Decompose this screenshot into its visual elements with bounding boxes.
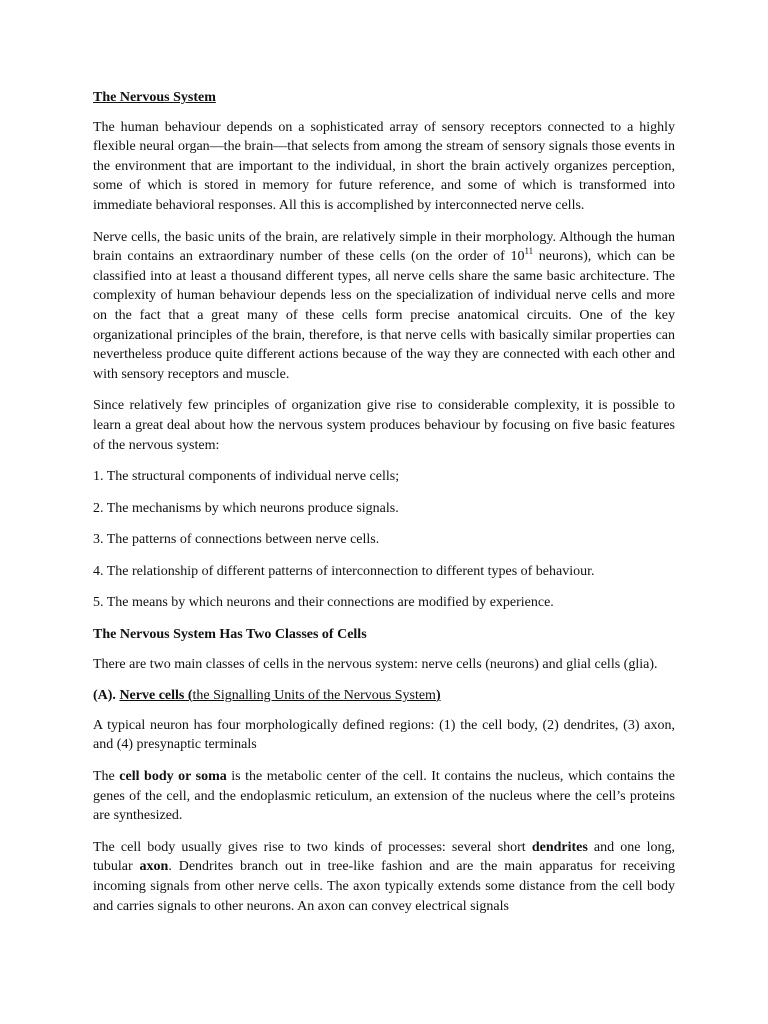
section-heading: The Nervous System Has Two Classes of Cells	[93, 627, 367, 643]
paragraph-cell-body	[93, 767, 675, 826]
subsection-close: )	[435, 688, 441, 704]
text-segment: The	[93, 769, 120, 785]
subsection-title-bold: Nerve cells (	[119, 688, 193, 704]
exponent: 11	[524, 246, 534, 257]
paragraph-neuron-regions: A typical neuron has four morphologically defined regions: (1) the cell body, (2) dendrites, (3) axon, and (4) presynaptic terminals	[93, 717, 675, 753]
list-item: 4. The relationship of different patterns of interconnection to different types of behaviour.	[93, 563, 595, 579]
bold-term-cell-body: cell body or soma	[119, 769, 227, 785]
list-item: 1. The structural components of individual nerve cells;	[93, 469, 400, 485]
document-title: The Nervous System	[93, 90, 216, 105]
paragraph-intro: The human behaviour depends on a sophisticated array of sensory receptors connected to a highly flexible neural organ—the brain—that selects from among the stream of sensory signals those events in the environment that are important to the individual, in short the brain actively organizes perception, some of which is stored in memory for future reference, and some of which is transformed into immediate behavioral responses. All this is accomplished by interconnected nerve cells.	[93, 119, 675, 213]
paragraph-principles: Since relatively few principles of organization give rise to considerable complexity, it is possible to learn a great deal about how the nervous system produces behaviour by focusing on five basic features of the nervous system:	[93, 398, 675, 453]
text-segment: is the metabolic center of the cell. It contains the nucleus, which contains the genes of the cell, and the endoplasmic reticulum, an extension of the nucleus where the cell’s proteins are synthesized.	[93, 769, 675, 824]
bold-term-axon: axon	[139, 859, 169, 875]
paragraph-nerve-cells-part2: neurons), which can be classified into at least a thousand different types, all nerve cells share the same basic architecture. The complexity of human behaviour depends less on the specialization of individual nerve cells and more on the fact that a great many of these cells form precise anatomical circuits. One of the key organizational principles of the brain, therefore, is that nerve cells with basically similar properties can nevertheless produce quite different actions because of the way they are connected with each other and with sensory receptors and muscle.	[93, 249, 675, 382]
text-segment: . Dendrites branch out in tree-like fashion and are the main apparatus for receiving incoming signals from other nerve cells. The axon typically extends some distance from the cell body and carries signals to other neurons. An axon can convey electrical signals	[93, 859, 675, 914]
subsection-title-normal: the Signalling Units of the Nervous System	[192, 688, 436, 704]
subsection-heading	[93, 686, 675, 706]
text-segment: and one long, tubular	[93, 839, 675, 875]
paragraph-nerve-cells	[93, 228, 675, 385]
bold-term-dendrites: dendrites	[531, 839, 588, 855]
list-item: 3. The patterns of connections between nerve cells.	[93, 532, 380, 548]
paragraph-cell-classes: There are two main classes of cells in the nervous system: nerve cells (neurons) and glial cells (glia).	[93, 656, 658, 672]
document-body	[93, 88, 675, 928]
paragraph-nerve-cells-part1: Nerve cells, the basic units of the brain, are relatively simple in their morphology. Although the human brain contains an extraordinary number of these cells (on the order of 10	[93, 229, 675, 265]
subsection-prefix: (A).	[93, 688, 120, 704]
paragraph-processes	[93, 838, 675, 916]
text-segment: The cell body usually gives rise to two kinds of processes: several short	[93, 839, 532, 855]
list-item: 2. The mechanisms by which neurons produce signals.	[93, 500, 399, 516]
list-item: 5. The means by which neurons and their connections are modified by experience.	[93, 595, 554, 611]
